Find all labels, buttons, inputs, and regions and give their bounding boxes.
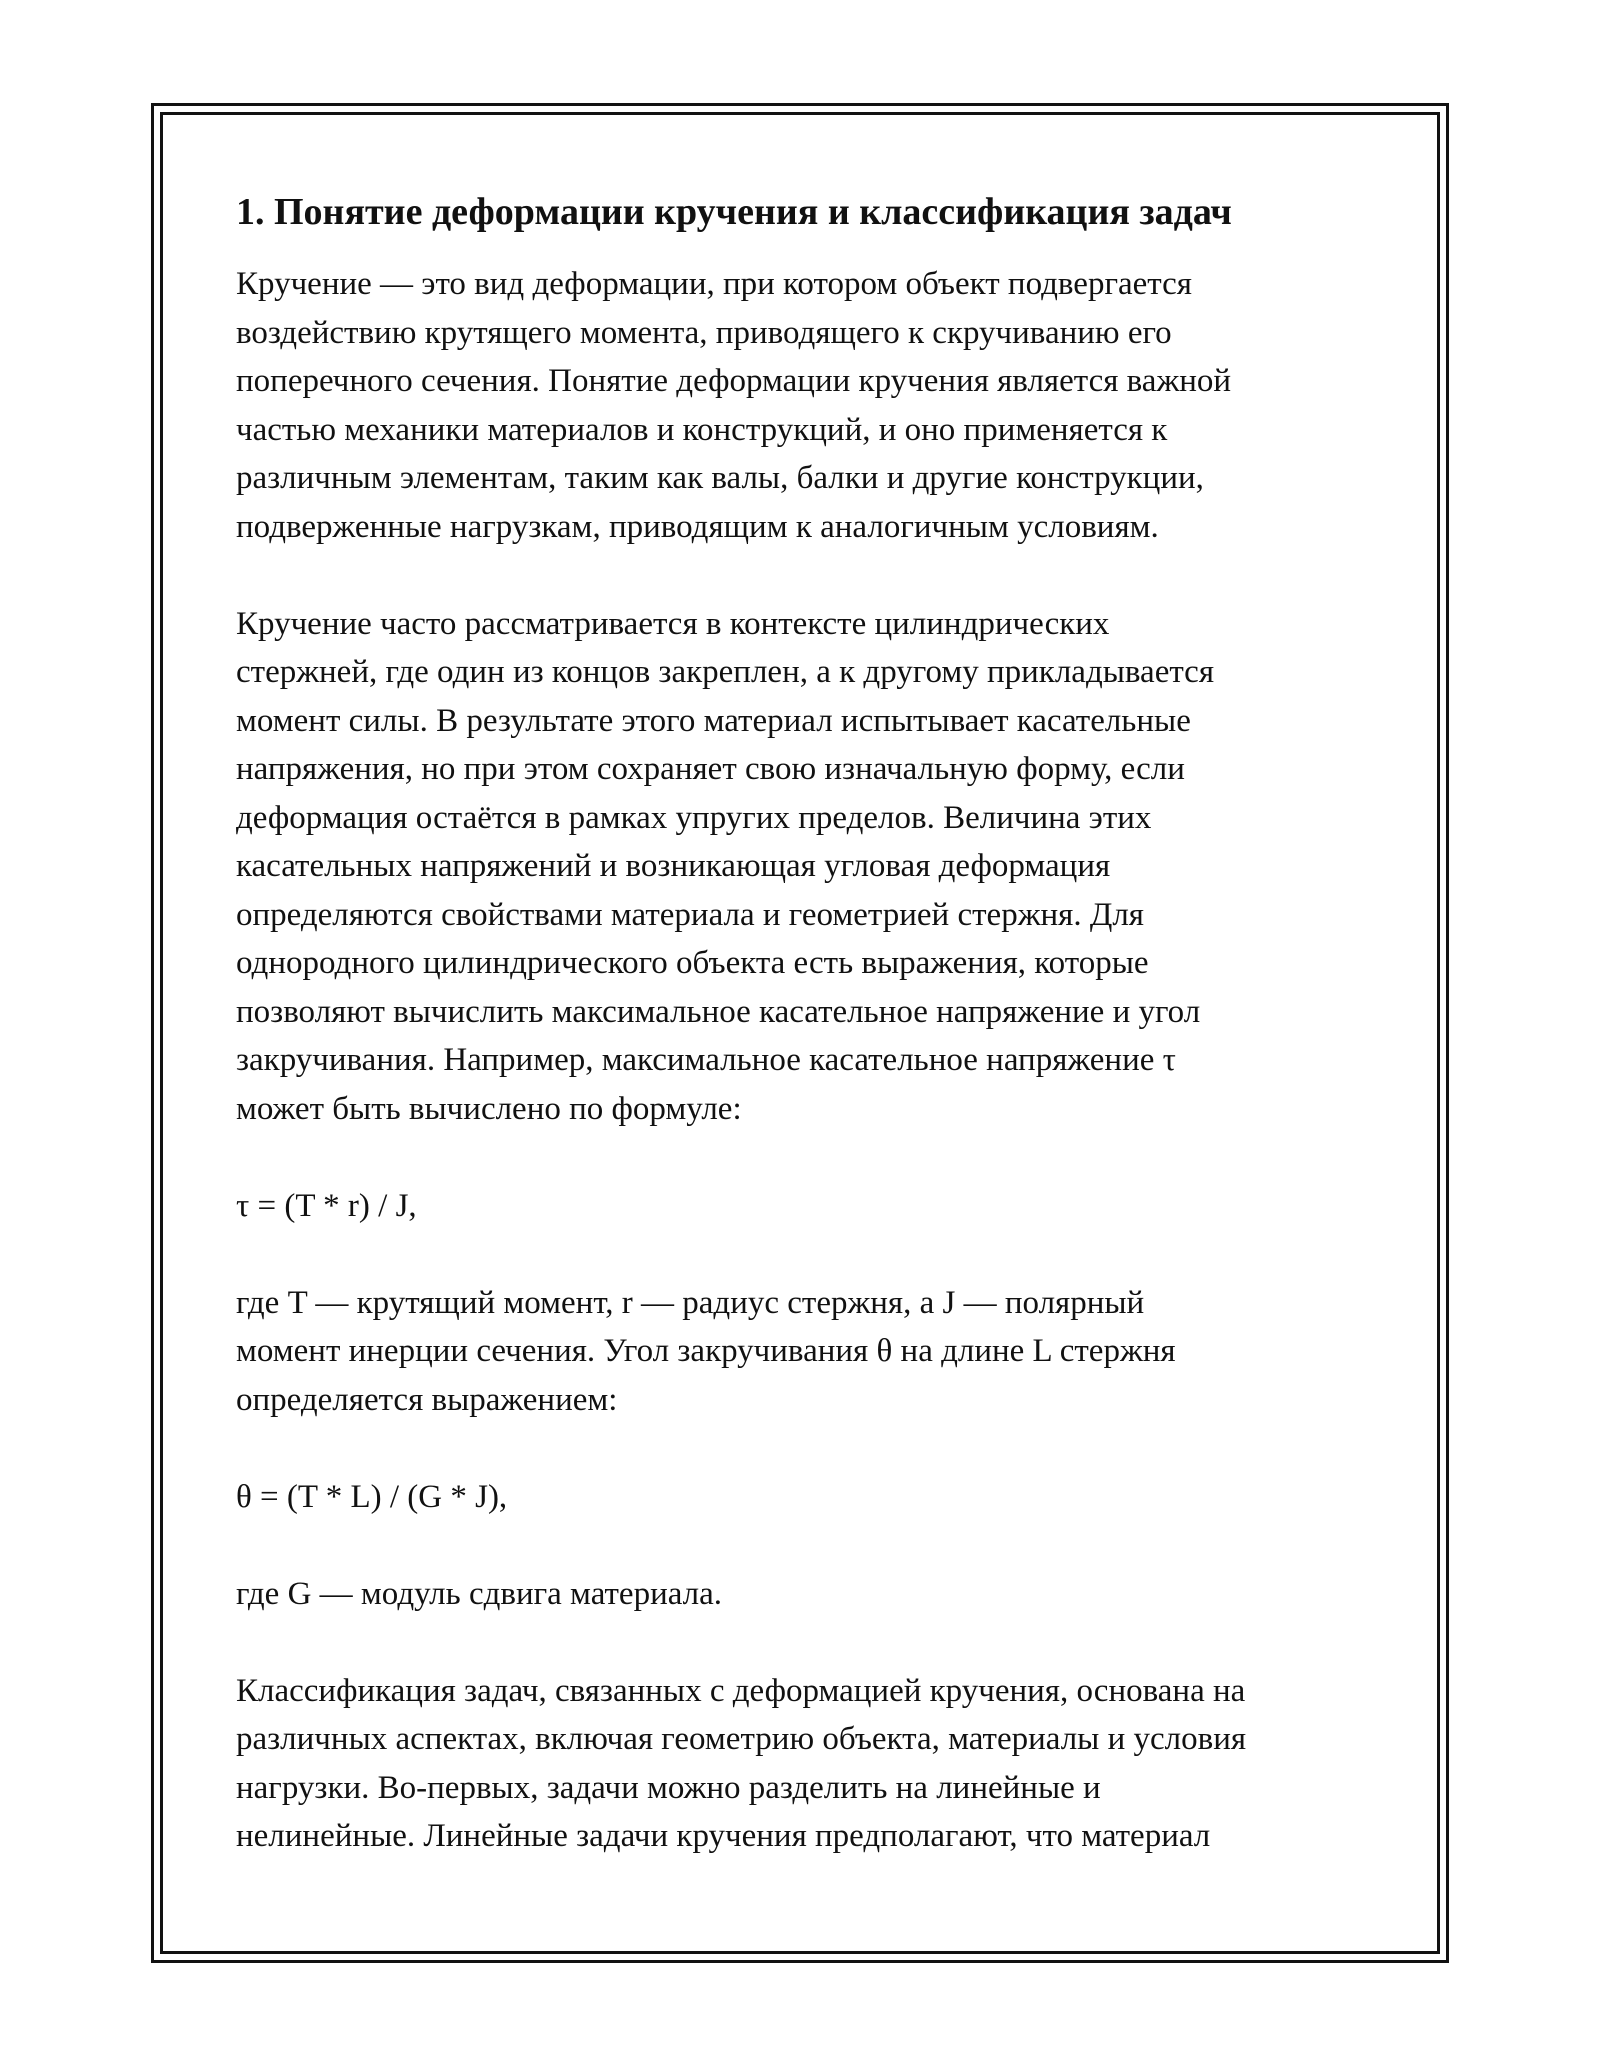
text-line: касательных напряжений и возникающая угловая деформация: [236, 848, 1111, 884]
text-line: напряжения, но при этом сохраняет свою изначальную форму, если: [236, 751, 1185, 787]
text-line: определяется выражением:: [236, 1381, 618, 1418]
text-line: нагрузки. Во-первых, задачи можно разделить на линейные и: [236, 1769, 1101, 1806]
text-line: нелинейные. Линейные задачи кручения предполагают, что материал: [236, 1818, 1211, 1854]
text-line: частью механики материалов и конструкций, и оно применяется к: [236, 411, 1168, 448]
text-line: позволяют вычислить максимальное касательное напряжение и угол: [236, 993, 1201, 1030]
paragraph-2: [236, 600, 1386, 1134]
paragraph-5: [236, 1667, 1386, 1861]
text-line: определяются свойствами материала и геометрией стержня. Для: [236, 896, 1144, 933]
text-line: Кручение часто рассматривается в контексте цилиндрических: [236, 605, 1110, 642]
text-line: однородного цилиндрического объекта есть выражения, которые: [236, 945, 1149, 981]
text-line: где G — модуль сдвига материала.: [236, 1575, 723, 1612]
text-line: воздействию крутящего момента, приводящего к скручиванию его: [236, 314, 1172, 351]
formula-twist-angle: θ = (T * L) / (G * J),: [236, 1478, 508, 1515]
text-line: подверженные нагрузкам, приводящим к аналогичным условиям.: [236, 508, 1159, 545]
text-line: деформация остаётся в рамках упругих пределов. Величина этих: [236, 799, 1152, 836]
section-heading: 1. Понятие деформации кручения и классификация задач: [236, 191, 1232, 233]
text-line: момент силы. В результате этого материал испытывает касательные: [236, 702, 1191, 739]
paragraph-1: [236, 260, 1386, 551]
document-body: [236, 188, 1386, 1909]
text-line: Классификация задач, связанных с деформацией кручения, основана на: [236, 1672, 1246, 1709]
text-line: закручивания. Например, максимальное касательное напряжение τ: [236, 1042, 1176, 1078]
text-line: поперечного сечения. Понятие деформации кручения является важной: [236, 363, 1232, 399]
text-line: Кручение — это вид деформации, при котором объект подвергается: [236, 266, 1192, 302]
paragraph-3: [236, 1279, 1386, 1425]
text-line: где T — крутящий момент, r — радиус стержня, а J — полярный: [236, 1284, 1145, 1321]
text-line: может быть вычислено по формуле:: [236, 1090, 742, 1127]
text-line: различным элементам, таким как валы, балки и другие конструкции,: [236, 460, 1204, 496]
formula-shear-stress: τ = (T * r) / J,: [236, 1187, 417, 1224]
text-line: момент инерции сечения. Угол закручивания θ на длине L стержня: [236, 1333, 1176, 1369]
paragraph-4: [236, 1570, 1386, 1619]
text-line: различных аспектах, включая геометрию объекта, материалы и условия: [236, 1721, 1247, 1757]
text-line: стержней, где один из концов закреплен, а к другому прикладывается: [236, 654, 1214, 690]
